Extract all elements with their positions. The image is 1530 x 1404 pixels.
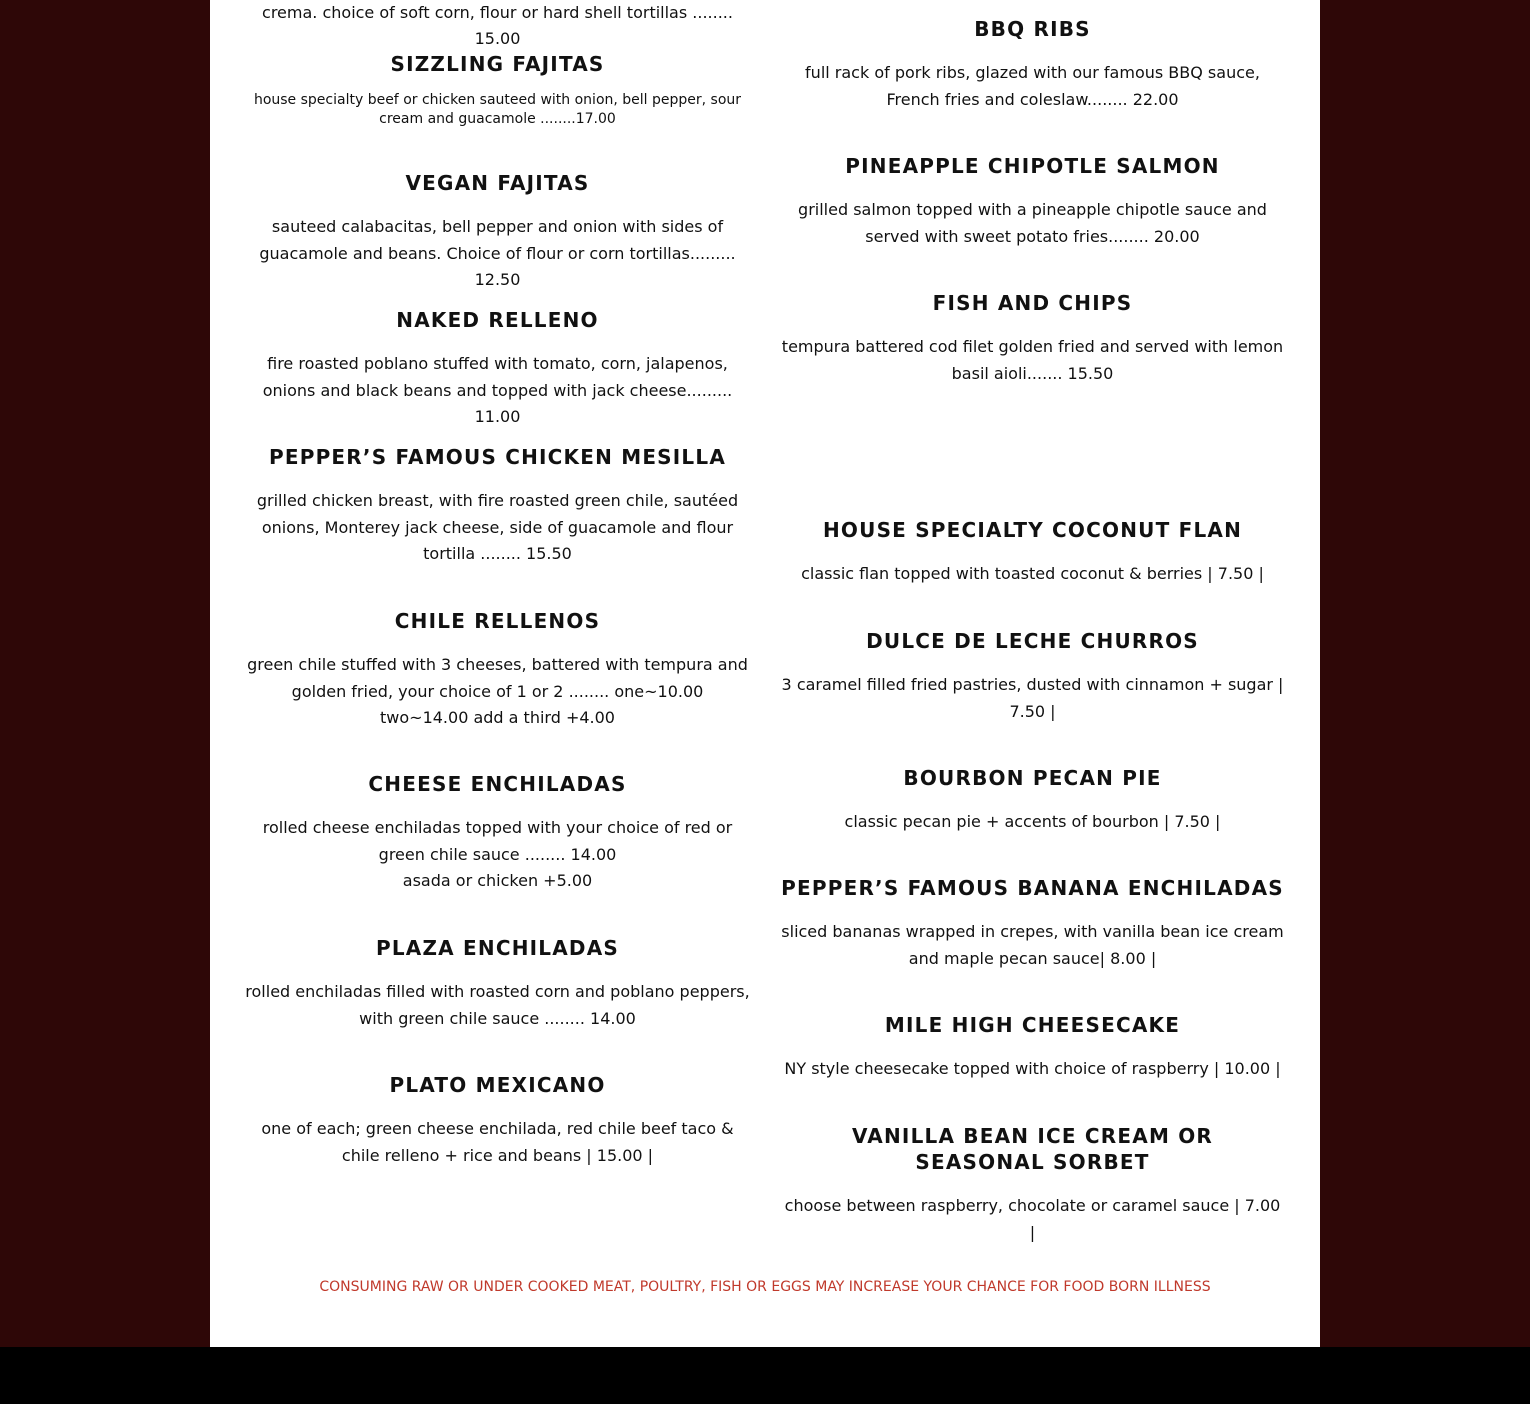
menu-item-description: rolled enchiladas filled with roasted corn and poblano peppers, with green chile sauce ........ 14.00: [245, 982, 750, 1028]
menu-item: [780, 765, 1285, 836]
menu-item-description: classic pecan pie + accents of bourbon | 7.50 |: [844, 812, 1221, 831]
menu-item-description: grilled salmon topped with a pineapple chipotle sauce and served with sweet potato fries........ 20.00: [798, 200, 1267, 246]
menu-item-description: sliced bananas wrapped in crepes, with vanilla bean ice cream and maple pecan sauce| 8.00 |: [781, 922, 1284, 968]
menu-item-name: NAKED RELLENO: [396, 308, 599, 332]
menu-item: [780, 153, 1285, 250]
menu-item: [245, 771, 750, 895]
menu-item: [245, 51, 750, 129]
clipped-item-description: crema. choice of soft corn, flour or hard shell tortillas ........ 15.00: [262, 3, 733, 48]
menu-item-description: NY style cheesecake topped with choice of raspberry | 10.00 |: [784, 1059, 1281, 1078]
menu-item-addon: asada or chicken +5.00: [402, 871, 593, 890]
menu-item-name: VANILLA BEAN ICE CREAM OR SEASONAL SORBET: [851, 1124, 1214, 1174]
menu-item-description: choose between raspberry, chocolate or caramel sauce | 7.00 |: [784, 1196, 1281, 1242]
menu-item-description: tempura battered cod filet golden fried and served with lemon basil aioli....... 15.50: [781, 337, 1284, 383]
menu-item-name: BOURBON PECAN PIE: [903, 766, 1162, 790]
menu-item-name: MILE HIGH CHEESECAKE: [884, 1013, 1181, 1037]
menu-item-name: CHEESE ENCHILADAS: [368, 772, 627, 796]
menu-item-name: DULCE DE LECHE CHURROS: [866, 629, 1199, 653]
menu-item-name: VEGAN FAJITAS: [405, 171, 590, 195]
menu-item-description: full rack of pork ribs, glazed with our famous BBQ sauce, French fries and coleslaw........ 22.00: [805, 63, 1260, 109]
menu-item: [780, 290, 1285, 387]
menu-item: [245, 170, 750, 294]
menu-item-name: SIZZLING FAJITAS: [390, 52, 605, 76]
menu-item-name: PINEAPPLE CHIPOTLE SALMON: [845, 154, 1220, 178]
menu-item-name: CHILE RELLENOS: [394, 609, 601, 633]
menu-item: [245, 608, 750, 732]
menu-item-description: rolled cheese enchiladas topped with your choice of red or green chile sauce ........ 14.00: [262, 818, 733, 864]
menu-item-name: PLAZA ENCHILADAS: [376, 936, 619, 960]
menu-item: [780, 517, 1285, 588]
page-footer-bar: [0, 1347, 1530, 1404]
menu-item: [780, 628, 1285, 725]
menu-item-name: BBQ RIBS: [974, 17, 1091, 41]
menu-item: [245, 935, 750, 1032]
menu-item-name: PLATO MEXICANO: [389, 1073, 606, 1097]
menu-item-name: HOUSE SPECIALTY COCONUT FLAN: [822, 518, 1243, 542]
menu-item: [780, 875, 1285, 972]
food-safety-disclaimer: CONSUMING RAW OR UNDER COOKED MEAT, POULTRY, FISH OR EGGS MAY INCREASE YOUR CHANCE FOR FOOD BORN ILLNESS: [319, 1279, 1211, 1295]
menu-item: [245, 444, 750, 568]
menu-item: [780, 16, 1285, 113]
menu-page: [210, 0, 1320, 1347]
menu-item: [245, 1072, 750, 1169]
menu-item-description: 3 caramel filled fried pastries, dusted with cinnamon + sugar | 7.50 |: [781, 675, 1284, 721]
menu-item-description: house specialty beef or chicken sauteed with onion, bell pepper, sour cream and guacamole ........17.00: [253, 92, 742, 127]
menu-item-description: classic flan topped with toasted coconut & berries | 7.50 |: [801, 564, 1264, 583]
menu-item: [245, 307, 750, 431]
menu-item-description: sauteed calabacitas, bell pepper and onion with sides of guacamole and beans. Choice of flour or corn tortillas......... 12.50: [259, 217, 736, 289]
menu-item-name: PEPPER’S FAMOUS CHICKEN MESILLA: [269, 445, 726, 469]
menu-item-name: FISH AND CHIPS: [932, 291, 1133, 315]
menu-item-description: fire roasted poblano stuffed with tomato, corn, jalapenos, onions and black beans and topped with jack cheese......... 11.00: [262, 354, 733, 426]
menu-item-description: one of each; green cheese enchilada, red chile beef taco & chile relleno + rice and beans | 15.00 |: [261, 1119, 734, 1165]
menu-item-description: grilled chicken breast, with fire roasted green chile, sautéed onions, Monterey jack cheese, side of guacamole and flour tortilla ........ 15.50: [256, 491, 739, 563]
menu-item-description: green chile stuffed with 3 cheeses, battered with tempura and golden fried, your choice of 1 or 2 ........ one~10.00 two~14.00 add a third +4.00: [247, 655, 748, 727]
menu-item-name: PEPPER’S FAMOUS BANANA ENCHILADAS: [781, 876, 1284, 900]
menu-item: [780, 1012, 1285, 1083]
menu-item: [784, 1123, 1281, 1246]
